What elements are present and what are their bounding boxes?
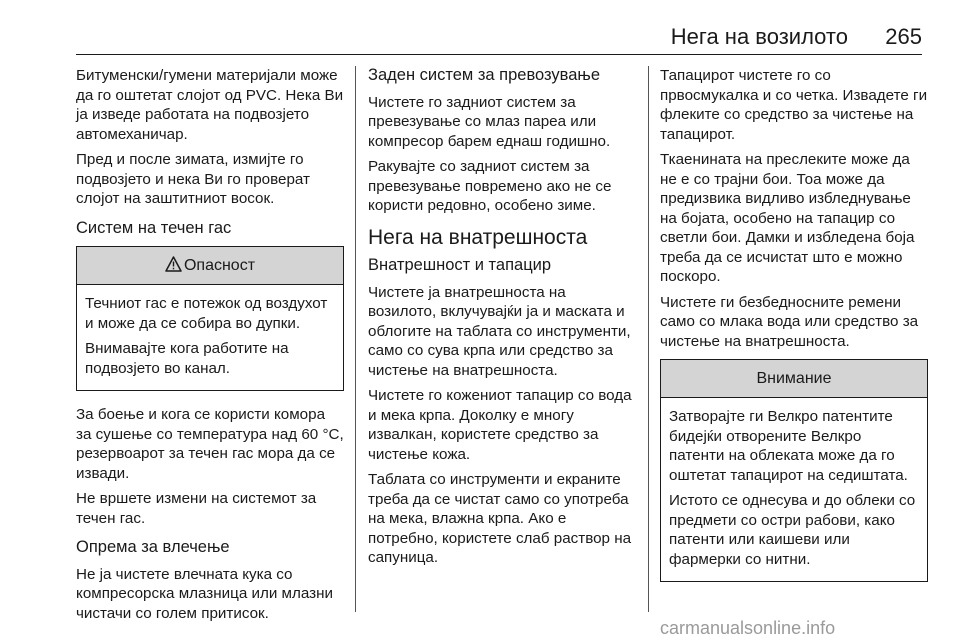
column-middle [368,66,636,574]
page-number: 265 [885,24,922,49]
paragraph: Не ја чистете влечната кука со компресорска млазница или млазни чистачи со голем притисок. [76,565,333,622]
paragraph: Ткаенината на преслеките може да не е со трајни бои. Тоа може да предизвика видливо избледнување на бојата, особено на тапацир со светли бои. Дамки и избледена боја треба да се исчистат што е можно поскоро. [660,151,915,285]
paragraph: Чистете го кожениот тапацир со вода и мека крпа. Доколку е многу извалкан, користете средство за чистење кожа. [368,387,632,463]
paragraph: Чистете го задниот систем за превезување со млаз пареа или компресор барем еднаш годишно. [368,93,611,150]
paragraph: Внимавајте кога работите на подвозјето во канал. [85,340,289,377]
column-divider [648,66,649,612]
paragraph: За боење и кога се користи комора за сушење со температура над 60 °C, резервоарот за течен гас мора да се извади. [76,406,344,482]
danger-box-header [77,247,343,285]
paragraph: Ракувајте со задниот систем за превезување повремено ако не се користи редовно, особено зиме. [368,158,612,214]
paragraph: Истото се однесува и до облеки со предмети со остри рабови, како патенти или каишеви или фармерки со нитни. [669,492,916,568]
paragraph: Затворајте ги Велкро патентите бидејќи отворените Велкро патенти на облеката може да го оштетат тапацирот на седиштата. [669,408,908,484]
notice-box [660,359,928,582]
notice-box-body [661,398,927,581]
paragraph: Чистете ја внатрешноста на возилото, вклучувајќи ја и маската и облогите на таблата со инструменти, само со сува крпа или средство за чистење на внатрешноста. [368,283,631,379]
watermark: carmanualsonline.info [660,618,836,638]
chapter-heading: Нега на внатрешноста [368,225,588,249]
column-right [660,66,928,596]
paragraph: Таблата со инструменти и екраните треба да се чистат само со употреба на мека, влажна крпа. Ако е потребно, користете слаб раствор на сапуница. [368,471,632,566]
paragraph: Чистете ги безбедносните ремени само со млака вода или средство за чистење на внатрешноста. [660,293,919,350]
column-left [76,66,344,629]
section-heading: Заден систем за превозување [368,66,600,84]
paragraph: Течниот гас е потежок од воздухот и може да се собира во дупки. [85,295,328,332]
warning-triangle-icon [165,249,182,287]
page-header [0,0,960,58]
danger-box [76,246,344,391]
danger-box-title: Опасност [183,257,256,274]
paragraph: Тапацирот чистете го со првосмукалка и со четка. Извадете ги флеките со средство за чистење на тапацирот. [660,67,928,143]
notice-box-header: Внимание [661,360,927,398]
danger-box-body [77,285,343,390]
paragraph: Пред и после зимата, измијте го подвозјето и нека Ви го проверат слојот на заштитниот восок. [76,151,310,207]
header-rule [76,54,922,55]
section-heading: Опрема за влечење [76,538,230,556]
section-heading: Систем на течен гас [76,218,232,237]
column-divider [355,66,356,612]
paragraph: Битуменски/гумени материјали може да го оштетат слојот од PVC. Нека Ви ја изведе работата на подвозјето автомеханичар. [76,67,344,143]
paragraph: Не вршете измени на системот за течен гас. [76,490,317,527]
section-heading: Внатрешност и тапацир [368,256,552,274]
page-title: Нега на возилото [670,24,848,49]
